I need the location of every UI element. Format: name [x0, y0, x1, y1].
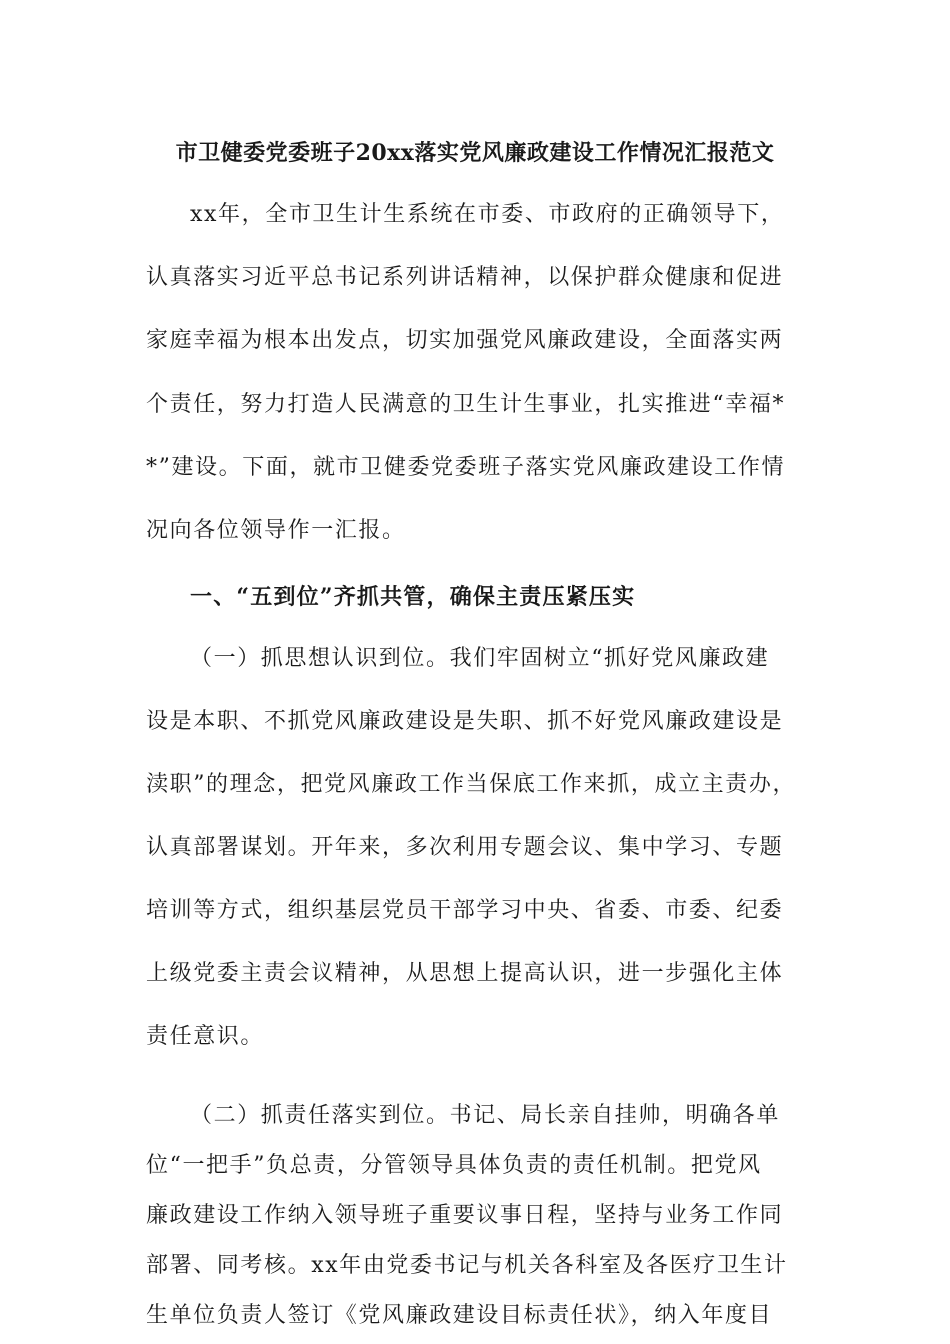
paragraph-line: xx年，全市卫生计生系统在市委、市政府的正确领导下，	[190, 202, 785, 227]
paragraph-line: 家庭幸福为根本出发点，切实加强党风廉政建设，全面落实两	[146, 328, 784, 353]
section-heading: 一、“五到位”齐抓共管，确保主责压紧压实	[190, 584, 636, 610]
paragraph-line: 生单位负责人签订《党风廉政建设目标责任状》，纳入年度目	[146, 1303, 773, 1328]
paragraph-line: *”建设。下面，就市卫健委党委班子落实党风廉政建设工作情	[146, 455, 786, 480]
paragraph-line: 设是本职、不抓党风廉政建设是失职、抓不好党风廉政建设是	[146, 709, 784, 734]
paragraph-line: 廉政建设工作纳入领导班子重要议事日程，坚持与业务工作同	[146, 1203, 784, 1228]
paragraph-line: 渎职”的理念，把党风廉政工作当保底工作来抓，成立主责办，	[146, 772, 797, 797]
paragraph-line: 况向各位领导作一汇报。	[146, 518, 406, 543]
paragraph-line: 责任意识。	[146, 1024, 265, 1049]
document-title: 市卫健委党委班子20xx落实党风廉政建设工作情况汇报范文	[175, 140, 775, 166]
paragraph-line: 上级党委主责会议精神，从思想上提高认识，进一步强化主体	[146, 961, 784, 986]
paragraph-line: 培训等方式，组织基层党员干部学习中央、省委、市委、纪委	[146, 898, 784, 923]
paragraph-line: 认真落实习近平总书记系列讲话精神，以保护群众健康和促进	[146, 265, 784, 290]
paragraph-line: 部署、同考核。xx年由党委书记与机关各科室及各医疗卫生计	[146, 1253, 788, 1278]
paragraph-line: （二）抓责任落实到位。书记、局长亲自挂帅，明确各单	[190, 1103, 781, 1128]
paragraph-line: 个责任，努力打造人民满意的卫生计生事业，扎实推进“幸福*	[146, 392, 786, 417]
paragraph-line: 位“一把手”负总责，分管领导具体负责的责任机制。把党风	[146, 1153, 762, 1178]
paragraph-line: 认真部署谋划。开年来，多次利用专题会议、集中学习、专题	[146, 835, 784, 860]
paragraph-line: （一）抓思想认识到位。我们牢固树立“抓好党风廉政建	[190, 646, 770, 671]
